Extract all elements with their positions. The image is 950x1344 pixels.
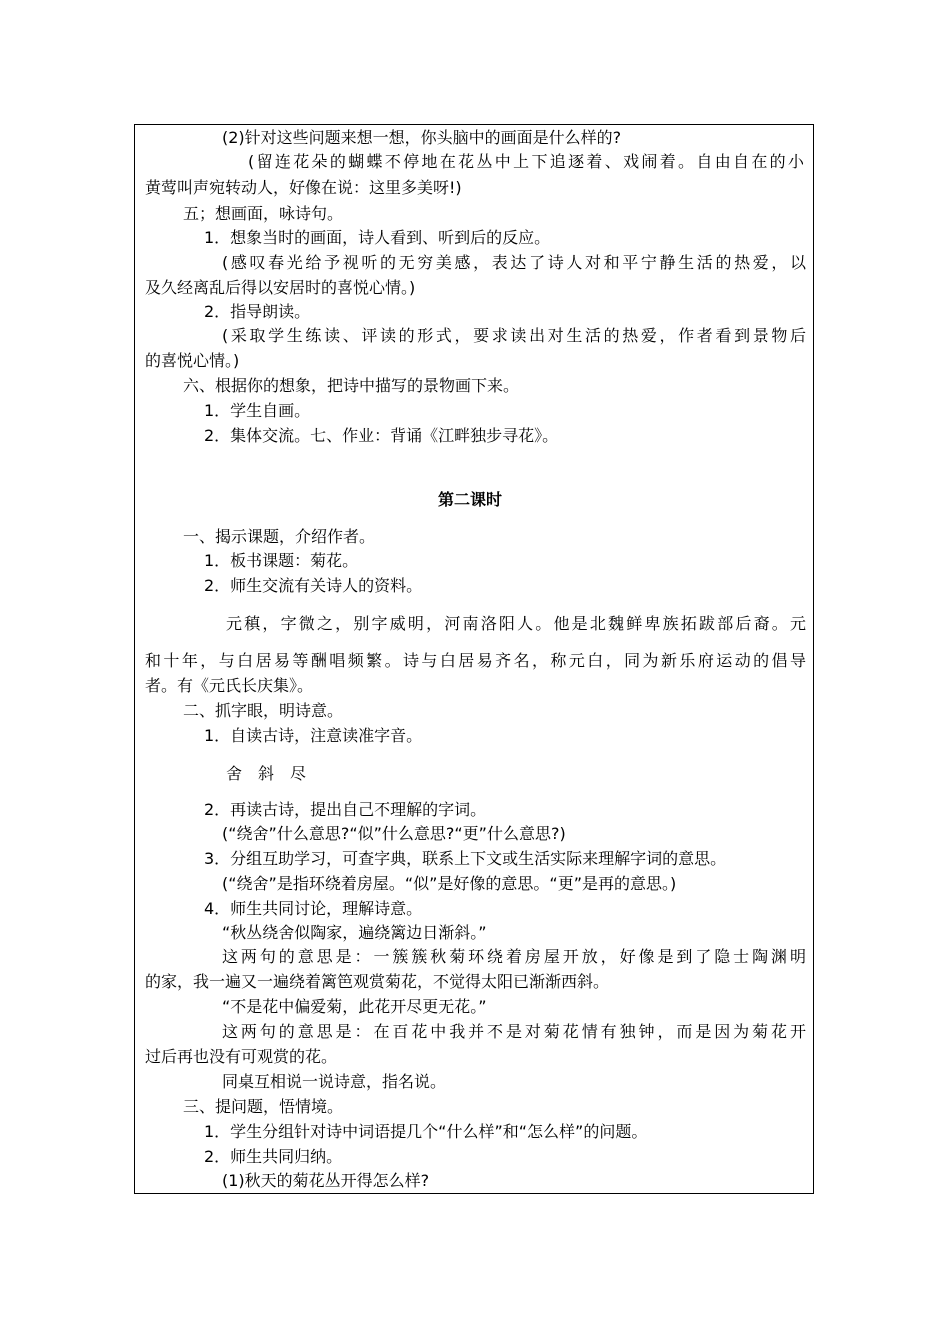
text-line: 者。有《元氏长庆集》。	[145, 676, 314, 695]
text-line: (感叹春光给予视听的无穷美感，表达了诗人对和平宁静生活的热爱，以	[222, 253, 806, 272]
text-line: 和十年，与白居易等酬唱频繁。诗与白居易齐名，称元白，同为新乐府运动的倡导	[145, 651, 806, 670]
section-heading: 三、提问题，悟情境。	[183, 1097, 344, 1116]
list-item: 4．师生共同讨论，理解诗意。	[204, 899, 423, 918]
text-line: 及久经离乱后得以安居时的喜悦心情。)	[145, 278, 416, 297]
list-item: 2．集体交流。七、作业：背诵《江畔独步寻花》。	[204, 426, 559, 445]
text-line: 黄莺叫声宛转动人，好像在说：这里多美呀!)	[145, 178, 462, 197]
text-line: 的喜悦心情。)	[145, 351, 240, 370]
text-line: 这两句的意思是：一簇簇秋菊环绕着房屋开放，好像是到了隐士陶渊明	[222, 947, 806, 966]
list-item: 2．师生交流有关诗人的资料。	[204, 576, 423, 595]
text-line: (留连花朵的蝴蝶不停地在花丛中上下追逐着、戏闹着。自由自在的小	[248, 152, 804, 171]
section-heading: 五；想画面，咏诗句。	[183, 204, 344, 223]
text-line: 元稹，字微之，别字威明，河南洛阳人。他是北魏鲜卑族拓跋部后裔。元	[226, 614, 806, 633]
text-line: (采取学生练读、评读的形式，要求读出对生活的热爱，作者看到景物后	[222, 326, 806, 345]
list-item: 1．想象当时的画面，诗人看到、听到后的反应。	[204, 228, 551, 247]
poem-line: “秋丛绕舍似陶家，遍绕篱边日渐斜。”	[222, 923, 487, 942]
text-line: 这两句的意思是：在百花中我并不是对菊花情有独钟，而是因为菊花开	[222, 1022, 806, 1041]
section-heading: 六、根据你的想象，把诗中描写的景物画下来。	[183, 376, 520, 395]
text-line: 过后再也没有可观赏的花。	[145, 1047, 338, 1066]
pronunciation-characters: 舍 斜 尽	[226, 764, 307, 783]
list-item: 3．分组互助学习，可查字典，联系上下文或生活实际来理解字词的意思。	[204, 849, 727, 868]
poem-line: “不是花中偏爱菊，此花开尽更无花。”	[222, 997, 487, 1016]
lesson-title: 第二课时	[438, 490, 503, 509]
list-item: 2．再读古诗，提出自己不理解的字词。	[204, 800, 487, 819]
text-line: (“绕舍”是指环绕着房屋。“似”是好像的意思。“更”是再的意思。)	[222, 874, 677, 893]
text-line: 同桌互相说一说诗意，指名说。	[222, 1072, 447, 1091]
list-item: 1．自读古诗，注意读准字音。	[204, 726, 423, 745]
list-item: 1．学生自画。	[204, 401, 311, 420]
section-heading: 二、抓字眼，明诗意。	[183, 701, 344, 720]
list-item: 2．指导朗读。	[204, 302, 311, 321]
text-line: (“绕舍”什么意思?“似”什么意思?“更”什么意思?)	[222, 824, 566, 843]
text-line: (2)针对这些问题来想一想，你头脑中的画面是什么样的?	[222, 128, 622, 147]
list-item: 2．师生共同归纳。	[204, 1147, 343, 1166]
section-heading: 一、揭示课题，介绍作者。	[183, 527, 376, 546]
list-item: 1．学生分组针对诗中词语提几个“什么样”和“怎么样”的问题。	[204, 1122, 648, 1141]
list-item: 1．板书课题：菊花。	[204, 551, 359, 570]
text-line: 的家，我一遍又一遍绕着篱笆观赏菊花，不觉得太阳已渐渐西斜。	[145, 972, 610, 991]
text-line: (1)秋天的菊花丛开得怎么样?	[222, 1171, 430, 1190]
